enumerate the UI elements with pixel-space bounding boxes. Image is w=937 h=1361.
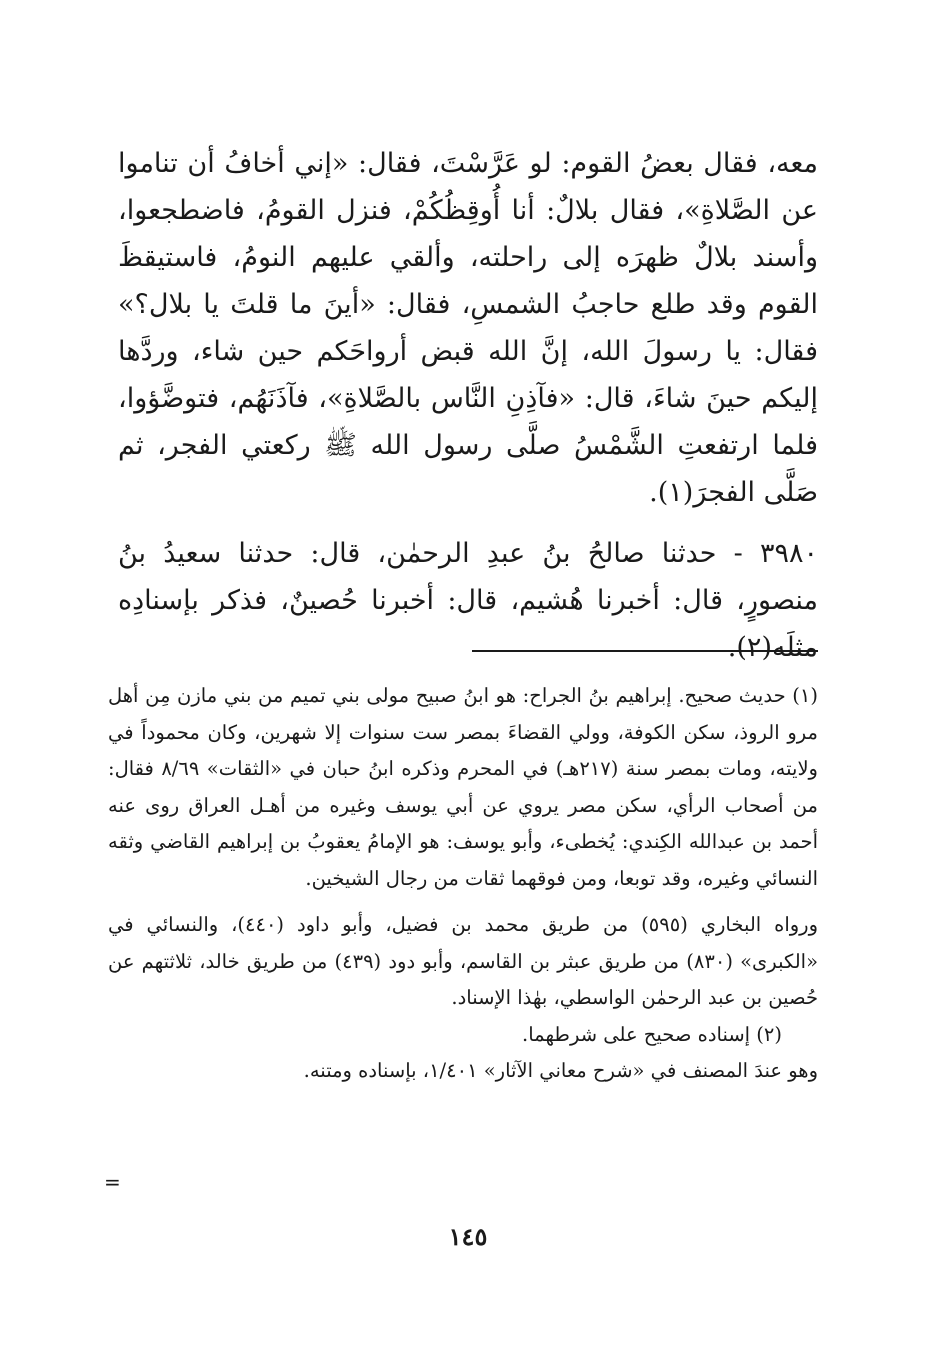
continuation-mark: = xyxy=(104,1170,121,1194)
hadith-3980: ٣٩٨٠ - حدثنا صالحُ بنُ عبدِ الرحمٰن، قال: حدثنا سعيدُ بنُ منصورٍ، قال: أخبرنا هُشيم، قال: أخبرنا حُصينٌ، فذكر بإسنادِه مثلَه(٢). xyxy=(118,538,818,663)
footnote-2: (٢) إسناده صحيح على شرطهما. xyxy=(522,1022,782,1046)
footnote-2-continued: وهو عندَ المصنف في «شرح معاني الآثار» ١/٤٠١، بإسناده ومتنه. xyxy=(303,1059,818,1082)
footnote-separator xyxy=(472,650,818,652)
main-paragraph: معه، فقال بعضُ القوم: لو عَرَّسْتَ، فقال: «إني أخافُ أن تناموا عن الصَّلاةِ»، فقال بلالٌ: أنا أُوقِظُكُمْ، فنزل القومُ، فاضطجعوا، وأسند بلالٌ ظهرَه إلى راحلته، وألقي عليهم النومُ، فاستيقظَ القوم وقد طلع حاجبُ الشمسِ، فقال: «أينَ ما قلتَ يا بلال؟» فقال: يا رسولَ الله، إنَّ الله قبض أرواحَكم حين شاء، وردَّها إليكم حينَ شاءَ، قال: «فآذِنِ النَّاس بالصَّلاةِ»، فآذَنَهُم، فتوضَّؤوا، فلما ارتفعتِ الشَّمْسُ صلَّى رسول الله ﷺ ركعتي الفجر، ثم صَلَّى الفجرَ(١). xyxy=(118,148,818,508)
footnote-1: (١) حديث صحيح. إبراهيم بنُ الجراح: هو ابنُ صبيح مولى بني تميم من بني مازن مِن أهل مرو الروذ، سكن الكوفة، وولي القضاءَ بمصر ست سنوات إلا شهرين، وكان محموداً في ولايته، ومات بمصر سنة (٢١٧هـ) في المحرم وذكره ابنُ حبان في «الثقات» ٨/٦٩ فقال: من أصحاب الرأي، سكن مصر يروي عن أبي يوسف وغيره من أهـل العراق روى عنه أحمد بن عبدالله الكِندي: يُخطىء، وأبو يوسف: هو الإمامُ يعقوبُ بن إبراهيم القاضي وثقه النسائي وغيره، وقد توبعا، ومن فوقهما ثقات من رجال الشيخين. xyxy=(108,684,818,890)
main-text xyxy=(118,140,818,671)
footnote-1-continued: ورواه البخاري (٥٩٥) من طريق محمد بن فضيل، وأبو داود (٤٤٠)، والنسائي في «الكبرى» (٨٣٠) من طريق عبثر بن القاسم، وأبو دود (٤٣٩) من طريق خالد، ثلاثتهم عن حُصين بن عبد الرحمٰن الواسطي، بهٰذا الإسناد. xyxy=(108,913,819,1009)
footnotes xyxy=(108,678,818,1090)
page-number: ١٤٥ xyxy=(448,1222,488,1251)
